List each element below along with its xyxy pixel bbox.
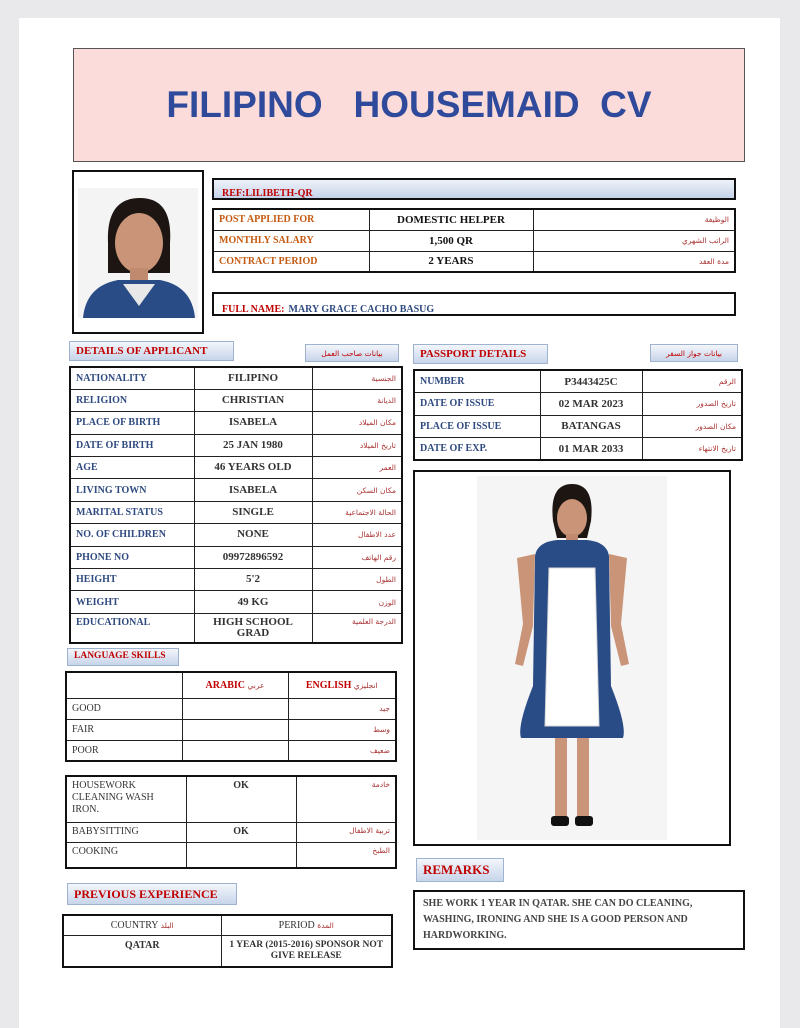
post-label-arabic: مدة العقد (533, 251, 735, 272)
details-label-arabic: عدد الاطفال (312, 524, 402, 546)
passport-value: 02 MAR 2023 (540, 393, 642, 416)
details-row (70, 457, 402, 479)
details-value: 49 KG (194, 591, 312, 613)
details-header: DETAILS OF APPLICANT (69, 341, 234, 361)
passport-label: DATE OF EXP. (414, 438, 540, 461)
skills-table (65, 775, 397, 869)
skills-label: BABYSITTING (66, 822, 186, 842)
post-label-arabic: الراتب الشهري (533, 230, 735, 251)
passport-value: P3443425C (540, 370, 642, 393)
skills-label: COOKING (66, 842, 186, 868)
details-label-arabic: الحالة الاجتماعية (312, 501, 402, 523)
details-row (70, 389, 402, 411)
details-label: WEIGHT (70, 591, 194, 613)
details-row (70, 501, 402, 523)
cv-page (19, 18, 780, 1028)
details-row (70, 546, 402, 568)
full-name-value: MARY GRACE CACHO BASUG (288, 304, 435, 315)
details-label-arabic: الدرجة العلمية (312, 613, 402, 643)
details-header-arabic: بيانات صاحب العمل (305, 344, 399, 362)
details-row (70, 591, 402, 613)
title-banner (73, 48, 745, 162)
language-table (65, 671, 397, 762)
details-label-arabic: تاريخ الميلاد (312, 434, 402, 456)
language-row (66, 719, 396, 740)
passport-row (414, 393, 742, 416)
language-level: GOOD (66, 698, 182, 719)
details-value: HIGH SCHOOL GRAD (194, 613, 312, 643)
language-level: POOR (66, 740, 182, 761)
details-label: NATIONALITY (70, 367, 194, 389)
details-label: RELIGION (70, 389, 194, 411)
language-level-arabic: وسط (288, 719, 396, 740)
post-label: MONTHLY SALARY (213, 230, 369, 251)
details-label-arabic: مكان الميلاد (312, 412, 402, 434)
details-value: NONE (194, 524, 312, 546)
skills-value: OK (186, 776, 296, 822)
details-label: LIVING TOWN (70, 479, 194, 501)
details-value: ISABELA (194, 479, 312, 501)
details-row (70, 479, 402, 501)
passport-row (414, 370, 742, 393)
experience-col-country: COUNTRY البلد (63, 915, 221, 935)
skills-value (186, 842, 296, 868)
passport-label-arabic: الرقم (642, 370, 742, 393)
post-value: 2 YEARS (369, 251, 533, 272)
details-label: DATE OF BIRTH (70, 434, 194, 456)
language-row (66, 698, 396, 719)
passport-row (414, 438, 742, 461)
ref-bar (212, 178, 736, 200)
details-label-arabic: الديانة (312, 389, 402, 411)
portrait-photo (78, 188, 198, 318)
details-row (70, 613, 402, 643)
details-label: NO. OF CHILDREN (70, 524, 194, 546)
passport-label-arabic: تاريخ الانتهاء (642, 438, 742, 461)
post-label: POST APPLIED FOR (213, 209, 369, 230)
experience-period: 1 YEAR (2015-2016) SPONSOR NOT GIVE RELEASE (221, 935, 392, 967)
skills-row (66, 822, 396, 842)
experience-table (62, 914, 393, 968)
language-header: LANGUAGE SKILLS (67, 648, 179, 666)
details-value: 25 JAN 1980 (194, 434, 312, 456)
passport-label: PLACE OF ISSUE (414, 415, 540, 438)
portrait-photo-frame (72, 170, 204, 334)
language-arabic-cell (182, 740, 288, 761)
ref-code: REF:LILIBETH-QR (222, 188, 313, 199)
details-label: MARITAL STATUS (70, 501, 194, 523)
skills-row (66, 776, 396, 822)
details-value: FILIPINO (194, 367, 312, 389)
details-value: CHRISTIAN (194, 389, 312, 411)
details-row (70, 569, 402, 591)
experience-col-period: PERIOD المدة (221, 915, 392, 935)
post-value: DOMESTIC HELPER (369, 209, 533, 230)
details-row (70, 412, 402, 434)
details-value: SINGLE (194, 501, 312, 523)
skills-row (66, 842, 396, 868)
experience-country: QATAR (63, 935, 221, 967)
details-value: 09972896592 (194, 546, 312, 568)
language-row (66, 740, 396, 761)
details-table (69, 366, 403, 644)
language-col-arabic: ARABIC عربي (182, 672, 288, 698)
passport-header-arabic: بيانات جواز السفر (650, 344, 738, 362)
details-label: EDUCATIONAL (70, 613, 194, 643)
post-row (213, 209, 735, 230)
post-label-arabic: الوظيفة (533, 209, 735, 230)
passport-table (413, 369, 743, 461)
details-value: 46 YEARS OLD (194, 457, 312, 479)
language-col-english: ENGLISH انجليزي (288, 672, 396, 698)
details-value: ISABELA (194, 412, 312, 434)
details-label: PHONE NO (70, 546, 194, 568)
passport-header: PASSPORT DETAILS (413, 344, 548, 364)
details-label-arabic: مكان السكن (312, 479, 402, 501)
skills-label-arabic: تربية الاطفال (296, 822, 396, 842)
remarks-text: SHE WORK 1 YEAR IN QATAR. SHE CAN DO CLEANING, WASHING, IRONING AND SHE IS A GOOD PERSON AND HARDWORKING. (413, 890, 745, 950)
page-title: FILIPINO HOUSEMAID CV (166, 84, 652, 125)
passport-value: 01 MAR 2033 (540, 438, 642, 461)
language-level-arabic: جيد (288, 698, 396, 719)
passport-label: DATE OF ISSUE (414, 393, 540, 416)
details-label: PLACE OF BIRTH (70, 412, 194, 434)
post-table (212, 208, 736, 273)
passport-label-arabic: مكان الصدور (642, 415, 742, 438)
post-row (213, 230, 735, 251)
details-value: 5'2 (194, 569, 312, 591)
passport-value: BATANGAS (540, 415, 642, 438)
post-value: 1,500 QR (369, 230, 533, 251)
full-name-bar (212, 292, 736, 316)
post-label: CONTRACT PERIOD (213, 251, 369, 272)
details-label-arabic: رقم الهاتف (312, 546, 402, 568)
skills-label-arabic: خادمة (296, 776, 396, 822)
full-name-label: FULL NAME: (222, 304, 285, 315)
details-row (70, 434, 402, 456)
skills-label: HOUSEWORK CLEANING WASH IRON. (66, 776, 186, 822)
skills-value: OK (186, 822, 296, 842)
remarks-header: REMARKS (416, 858, 504, 882)
details-label-arabic: الجنسية (312, 367, 402, 389)
passport-label-arabic: تاريخ الصدور (642, 393, 742, 416)
language-level: FAIR (66, 719, 182, 740)
language-level-arabic: ضعيف (288, 740, 396, 761)
post-row (213, 251, 735, 272)
language-arabic-cell (182, 719, 288, 740)
full-body-photo (477, 476, 667, 840)
details-row (70, 367, 402, 389)
details-label-arabic: الوزن (312, 591, 402, 613)
details-label: HEIGHT (70, 569, 194, 591)
passport-label: NUMBER (414, 370, 540, 393)
language-arabic-cell (182, 698, 288, 719)
details-label: AGE (70, 457, 194, 479)
details-row (70, 524, 402, 546)
full-body-photo-frame (413, 470, 731, 846)
experience-header: PREVIOUS EXPERIENCE (67, 883, 237, 905)
details-label-arabic: العمر (312, 457, 402, 479)
skills-label-arabic: الطبخ (296, 842, 396, 868)
details-label-arabic: الطول (312, 569, 402, 591)
passport-row (414, 415, 742, 438)
